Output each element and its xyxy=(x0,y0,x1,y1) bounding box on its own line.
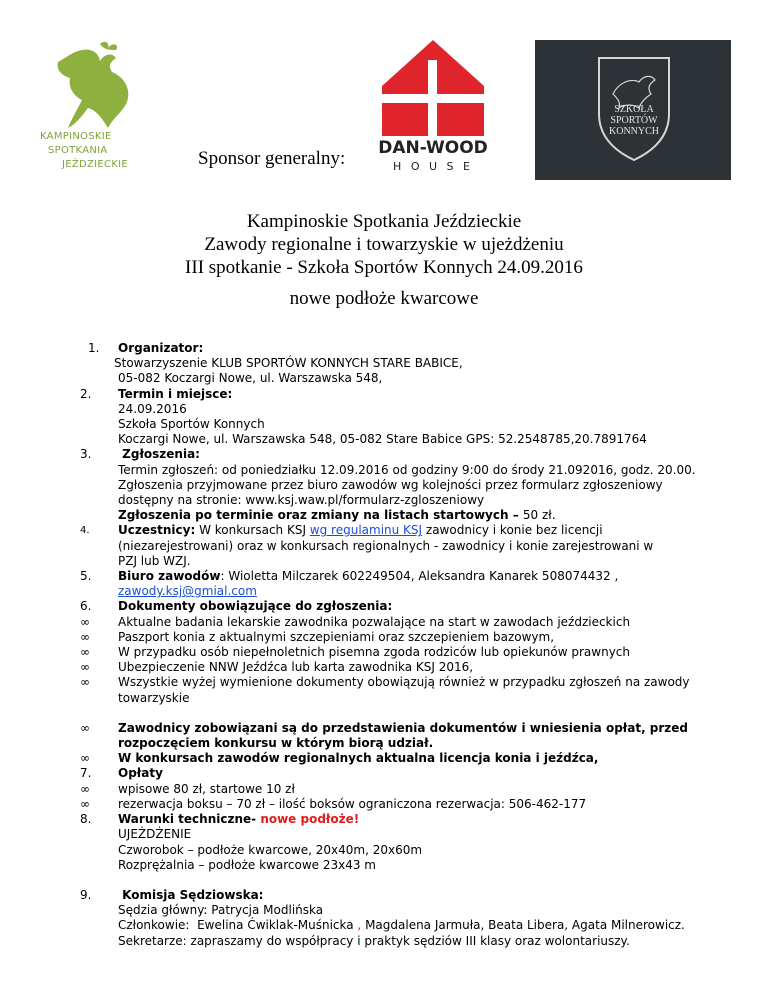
technical-line: Czworobok – podłoże kwarcowe, 20x40m, 20x60m xyxy=(118,842,423,857)
section-organizer xyxy=(0,341,768,356)
danwood-logo xyxy=(378,38,488,178)
date-line: 24.09.2016 xyxy=(118,401,187,416)
section-registration xyxy=(0,447,768,462)
technical-line: Rozprężalnia – podłoże kwarcowe 23x43 m xyxy=(118,857,376,872)
danwood-brand: DAN-WOOD xyxy=(378,138,488,158)
infinity-bullet-icon: ∞ xyxy=(80,614,90,629)
sponsor-label: Sponsor generalny: xyxy=(198,148,346,169)
event-title xyxy=(0,210,768,279)
list-item xyxy=(0,675,768,690)
section-jury xyxy=(0,888,768,903)
registration-line: dostępny na stronie: www.ksj.waw.pl/formularz-zgloszeniowy xyxy=(118,493,485,508)
section-technical xyxy=(0,812,768,827)
event-subtitle: nowe podłoże kwarcowe xyxy=(289,288,479,309)
infinity-bullet-icon: ∞ xyxy=(80,675,90,690)
title-line: III spotkanie - Szkoła Sportów Konnych 24.09.2016 xyxy=(185,257,583,278)
list-item xyxy=(0,630,768,645)
document-item: W przypadku osób niepełnoletnich pisemna zgoda rodziców lub opiekunów prawnych xyxy=(118,645,631,660)
participants-text: W konkursach KSJ xyxy=(195,523,310,538)
section-date-place xyxy=(0,387,768,402)
section-heading: Warunki techniczne- xyxy=(118,812,261,827)
section-number: 3. xyxy=(80,447,92,462)
section-office xyxy=(0,569,768,584)
ksj-logo-line: JEŹDZIECKIE xyxy=(62,159,129,170)
participants-line: PZJ lub WZJ. xyxy=(118,553,191,568)
house-icon xyxy=(378,38,488,138)
license-line: W konkursach zawodów regionalnych aktualna licencja konia i jeźdźca, xyxy=(118,751,599,766)
section-number: 2. xyxy=(80,386,92,401)
ksj-logo-line: KAMPINOSKIE xyxy=(40,131,112,142)
section-heading: Uczestnicy: xyxy=(118,523,196,538)
infinity-bullet-icon: ∞ xyxy=(80,629,90,644)
section-participants xyxy=(0,523,768,538)
ssk-logo-line: SPORTÓW xyxy=(610,115,658,126)
address-line: Koczargi Nowe, ul. Warszawska 548, 05-082 Stare Babice GPS: 52.2548785,20.7891764 xyxy=(118,432,647,447)
infinity-bullet-icon: ∞ xyxy=(80,751,90,766)
section-heading: Organizator: xyxy=(118,341,204,355)
title-line: Kampinoskie Spotkania Jeździeckie xyxy=(246,211,522,232)
new-surface-highlight: nowe podłoże! xyxy=(260,812,360,827)
section-heading: Komisja Sędziowska: xyxy=(118,887,264,902)
section-number: 5. xyxy=(80,569,92,584)
technical-line: UJEŻDŻENIE xyxy=(118,827,192,842)
section-number: 7. xyxy=(80,766,92,781)
section-fees xyxy=(0,766,768,781)
obligation-line: rozpoczęciem konkursu w którym biorą udział. xyxy=(118,736,434,751)
list-item xyxy=(0,751,768,766)
infinity-bullet-icon: ∞ xyxy=(80,720,90,735)
section-heading: Zgłoszenia: xyxy=(118,447,200,462)
registration-line: Termin zgłoszeń: od poniedziałku 12.09.2016 od godziny 9:00 do środy 21.092016, godz. 20.00. xyxy=(118,462,696,477)
document-item: Paszport konia z aktualnymi szczepieniami oraz szczepieniem bazowym, xyxy=(118,629,555,644)
section-heading: Termin i miejsce: xyxy=(118,386,233,401)
jury-secretaries: Sekretarze: zapraszamy do współpracy i praktyk sędziów III klasy oraz wolontariuszy. xyxy=(118,933,630,948)
organizer-line: Stowarzyszenie KLUB SPORTÓW KONNYCH STARE BABICE, xyxy=(114,356,463,371)
document-item: Wszystkie wyżej wymienione dokumenty obowiązują również w przypadku zgłoszeń na zawody xyxy=(118,675,690,690)
office-contacts: : Wioletta Milczarek 602249504, Aleksandra Kanarek 508074432 , xyxy=(220,569,619,584)
ssk-logo-line: SZKOŁA xyxy=(614,104,654,115)
section-number: 9. xyxy=(80,887,92,902)
late-registration-label: Zgłoszenia po terminie oraz zmiany na listach startowych – xyxy=(118,508,523,523)
document-item: Aktualne badania lekarskie zawodnika pozwalające na start w zawodach jeździeckich xyxy=(118,614,631,629)
section-number: 4. xyxy=(80,525,90,537)
list-item xyxy=(0,645,768,660)
ksj-logo xyxy=(38,36,173,186)
regulations-link[interactable]: wg regulaminu KSJ xyxy=(309,523,423,538)
infinity-bullet-icon: ∞ xyxy=(80,645,90,660)
document-item: Ubezpieczenie NNW Jeźdźca lub karta zawodnika KSJ 2016, xyxy=(118,660,474,675)
regulations-list xyxy=(0,341,768,949)
jury-members: Magdalena Jarmuła, Beata Libera, Agata Milnerowicz. xyxy=(361,918,685,933)
ssk-logo xyxy=(535,40,731,180)
section-heading: Opłaty xyxy=(118,766,163,781)
jury-members: Członkowie: Ewelina Ćwiklak-Muśnicka xyxy=(118,918,358,933)
place-line: Szkoła Sportów Konnych xyxy=(118,417,265,432)
list-item xyxy=(0,660,768,675)
infinity-bullet-icon: ∞ xyxy=(80,660,90,675)
jury-comma: , xyxy=(357,918,362,933)
section-heading: Dokumenty obowiązujące do zgłoszenia: xyxy=(118,599,393,614)
list-item xyxy=(0,721,768,736)
infinity-bullet-icon: ∞ xyxy=(80,781,90,796)
danwood-house: H O U S E xyxy=(393,160,473,173)
section-number: 1. xyxy=(88,341,100,355)
office-email-link[interactable]: zawody.ksj@gmial.com xyxy=(118,584,257,599)
section-heading: Biuro zawodów xyxy=(118,569,221,584)
document-item-continued: towarzyskie xyxy=(118,690,190,705)
jury-chief: Sędzia główny: Patrycja Modlińska xyxy=(118,903,324,918)
obligation-line: Zawodnicy zobowiązani są do przedstawienia dokumentów i wniesienia opłat, przed xyxy=(118,720,689,735)
section-number: 6. xyxy=(80,599,92,614)
fee-item: rezerwacja boksu – 70 zł – ilość boksów ograniczona rezerwacja: 506-462-177 xyxy=(118,796,587,811)
title-line: Zawody regionalne i towarzyskie w ujeżdżeniu xyxy=(204,234,564,255)
list-item xyxy=(0,797,768,812)
fee-item: wpisowe 80 zł, startowe 10 zł xyxy=(118,781,295,796)
participants-line: (niezarejestrowani) oraz w konkursach regionalnych - zawodnicy i konie zarejestrowani w xyxy=(118,538,654,553)
ssk-logo-line: KONNYCH xyxy=(609,126,659,137)
list-item xyxy=(0,782,768,797)
organizer-line: 05-082 Koczargi Nowe, ul. Warszawska 548, xyxy=(118,371,383,386)
infinity-bullet-icon: ∞ xyxy=(80,796,90,811)
section-documents xyxy=(0,599,768,614)
late-registration-fee: 50 zł. xyxy=(522,508,556,523)
registration-line: Zgłoszenia przyjmowane przez biuro zawodów wg kolejności przez formularz zgłoszeniowy xyxy=(118,477,663,492)
participants-text: zawodnicy i konie bez licencji xyxy=(422,523,603,538)
list-item xyxy=(0,615,768,630)
section-number: 8. xyxy=(80,812,92,827)
ksj-logo-line: SPOTKANIA xyxy=(48,145,108,156)
